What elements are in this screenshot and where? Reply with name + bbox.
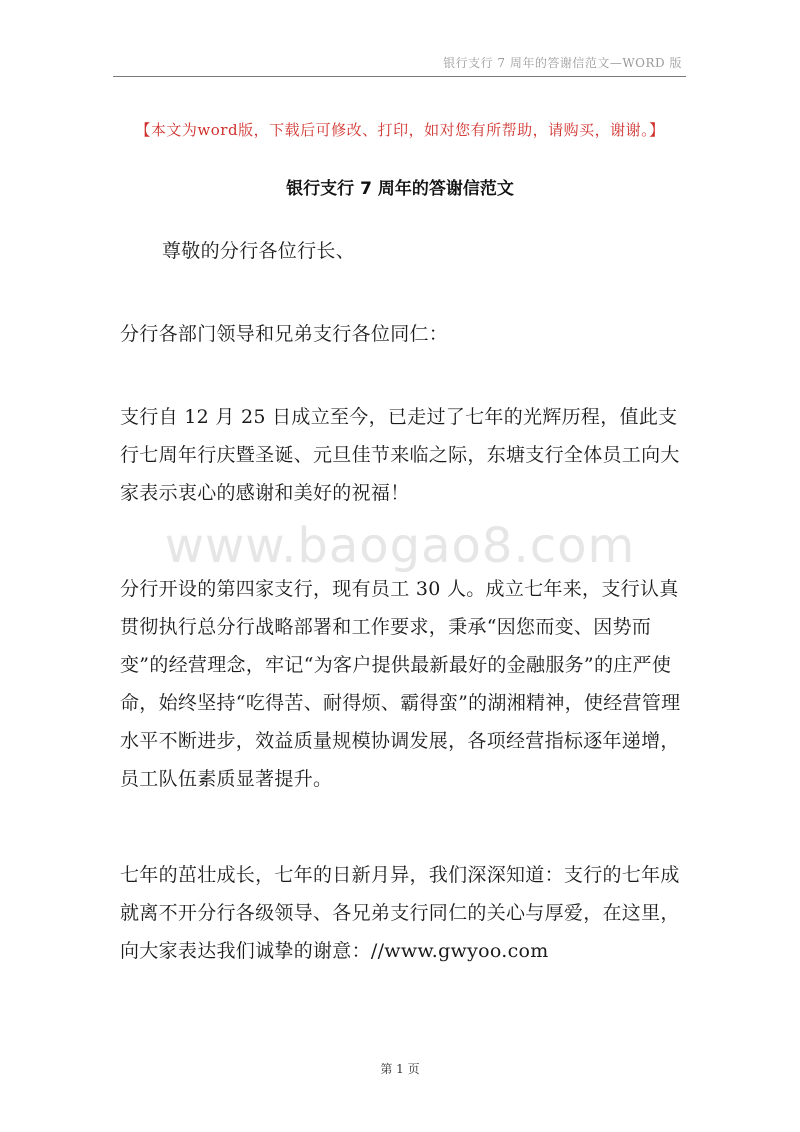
salutation-line-1: 尊敬的分行各位行长、 [162, 240, 356, 262]
body-paragraph-1: 支行自 12 月 25 日成立至今，已走过了七年的光辉历程，值此支行七周年行庆暨圣诞、元旦佳节来临之际，东塘支行全体员工向大家表示衷心的感谢和美好的祝福！ [120, 406, 680, 504]
running-header: 银行支行 7 周年的答谢信范文—WORD 版 [443, 56, 682, 70]
header-divider [113, 76, 686, 77]
purchase-notice: 【本文为word版，下载后可修改、打印，如对您有所帮助，请购买，谢谢。】 [135, 121, 665, 139]
body-paragraph-3: 七年的茁壮成长，七年的日新月异，我们深深知道：支行的七年成就离不开分行各级领导、各兄弟支行同仁的关心与厚爱，在这里，向大家表达我们诚挚的谢意：//www.gwyoo.com [120, 864, 680, 962]
salutation-line-2: 分行各部门领导和兄弟支行各位同仁： [120, 323, 449, 345]
document-title: 银行支行 7 周年的答谢信范文 [286, 179, 514, 199]
watermark: www.baogao8.com [164, 518, 636, 574]
page-number: 第 1 页 [380, 1062, 420, 1076]
body-paragraph-2: 分行开设的第四家支行，现有员工 30 人。成立七年来，支行认真贯彻执行总分行战略部署和工作要求，秉承“因您而变、因势而变”的经营理念，牢记“为客户提供最新最好的金融服务”的庄严使命，始终坚持“吃得苦、耐得烦、霸得蛮”的湖湘精神，使经营管理水平不断进步，效益质量规模协调发展，各项经营指标逐年递增，员工队伍素质显著提升。 [120, 578, 681, 790]
